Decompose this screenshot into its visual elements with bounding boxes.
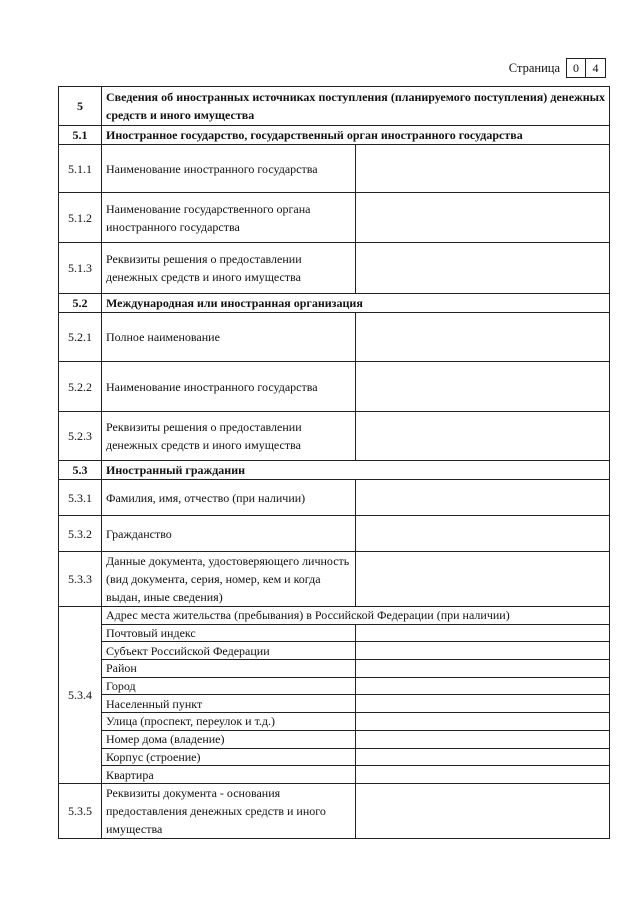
row-number: 5.3.2 [59,516,102,552]
city-field[interactable] [356,677,610,695]
state-body-name-field[interactable] [356,193,610,243]
row-number: 5.3.3 [59,552,102,607]
house-number-field[interactable] [356,730,610,748]
address-label: Почтовый индекс [102,624,356,642]
organization-full-name-field[interactable] [356,313,610,362]
row-number: 5.2.2 [59,362,102,412]
page-label: Страница [508,60,560,75]
form-row [59,193,610,243]
full-name-field[interactable] [356,480,610,516]
row-label: Реквизиты решения о предоставлении денежных средств и иного имущества [102,412,356,461]
address-row [59,660,610,678]
row-label: Наименование государственного органа иностранного государства [102,193,356,243]
group-title: Иностранное государство, государственный орган иностранного государства [102,126,610,145]
apartment-field[interactable] [356,766,610,784]
row-number: 5.2.1 [59,313,102,362]
postal-code-field[interactable] [356,624,610,642]
section-header-row [59,87,610,126]
address-label: Улица (проспект, переулок и т.д.) [102,713,356,731]
form-row [59,362,610,412]
address-label: Район [102,660,356,678]
form-row [59,552,610,607]
group-number: 5.3 [59,461,102,480]
locality-field[interactable] [356,695,610,713]
group-header-row [59,461,610,480]
section-title: Сведения об иностранных источниках поступления (планируемого поступления) денежных средств и иного имущества [102,87,610,126]
group-header-row [59,126,610,145]
address-row [59,642,610,660]
form-row [59,145,610,193]
row-number: 5.3.5 [59,783,102,838]
row-label: Данные документа, удостоверяющего личность (вид документа, серия, номер, кем и когда выдан, иные сведения) [102,552,356,607]
foreign-sources-form-table [58,86,610,839]
address-row [59,730,610,748]
row-number: 5.1.3 [59,243,102,294]
address-title: Адрес места жительства (пребывания) в Российской Федерации (при наличии) [102,607,610,625]
group-header-row [59,294,610,313]
row-label: Гражданство [102,516,356,552]
address-label: Город [102,677,356,695]
organization-state-field[interactable] [356,362,610,412]
foreign-state-name-field[interactable] [356,145,610,193]
page-digit-2: 4 [586,58,606,78]
form-row [59,313,610,362]
address-row [59,766,610,784]
group-number: 5.1 [59,126,102,145]
row-label: Полное наименование [102,313,356,362]
form-row [59,516,610,552]
row-number: 5.3.4 [59,607,102,784]
organization-decision-details-field[interactable] [356,412,610,461]
row-number: 5.1.1 [59,145,102,193]
group-title: Иностранный гражданин [102,461,610,480]
form-row [59,412,610,461]
state-decision-details-field[interactable] [356,243,610,294]
address-row [59,748,610,766]
section-number: 5 [59,87,102,126]
address-label: Корпус (строение) [102,748,356,766]
identity-document-field[interactable] [356,552,610,607]
form-row [59,783,610,838]
address-label: Квартира [102,766,356,784]
page-digit-1: 0 [566,58,586,78]
row-label: Реквизиты решения о предоставлении денежных средств и иного имущества [102,243,356,294]
form-row [59,480,610,516]
address-row [59,677,610,695]
page-indicator [509,58,606,78]
address-row [59,713,610,731]
row-label: Наименование иностранного государства [102,145,356,193]
address-row [59,624,610,642]
citizenship-field[interactable] [356,516,610,552]
street-field[interactable] [356,713,610,731]
row-label: Реквизиты документа - основания предоставления денежных средств и иного имущества [102,783,356,838]
row-number: 5.3.1 [59,480,102,516]
address-row [59,695,610,713]
address-label: Номер дома (владение) [102,730,356,748]
form-row [59,243,610,294]
building-field[interactable] [356,748,610,766]
address-label: Населенный пункт [102,695,356,713]
district-field[interactable] [356,660,610,678]
address-label: Субъект Российской Федерации [102,642,356,660]
group-number: 5.2 [59,294,102,313]
row-label: Наименование иностранного государства [102,362,356,412]
basis-document-field[interactable] [356,783,610,838]
row-label: Фамилия, имя, отчество (при наличии) [102,480,356,516]
row-number: 5.1.2 [59,193,102,243]
address-header-row [59,607,610,625]
row-number: 5.2.3 [59,412,102,461]
group-title: Международная или иностранная организация [102,294,610,313]
region-field[interactable] [356,642,610,660]
